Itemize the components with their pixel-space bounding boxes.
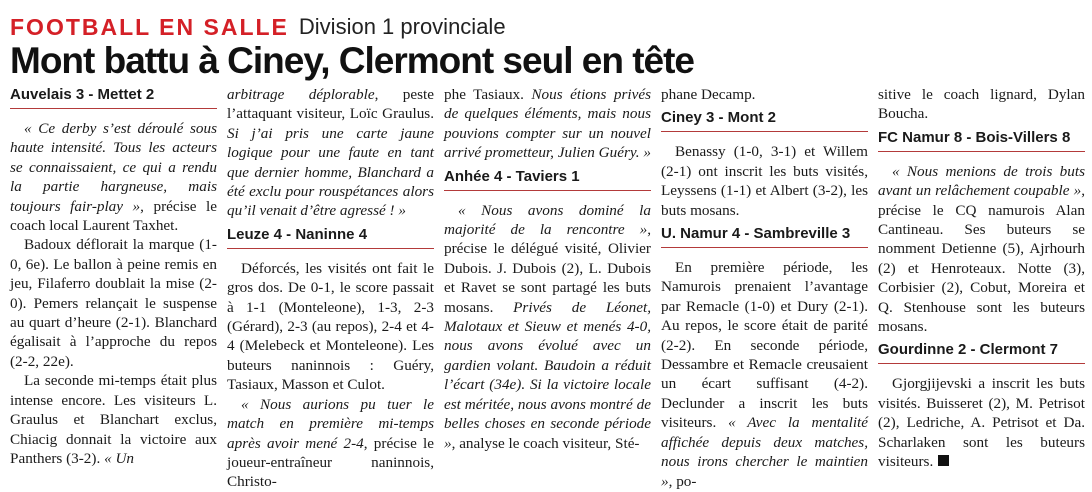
body-text: , analyse le coach visiteur, Sté- xyxy=(451,434,640,452)
quote-text: Privés de Léonet, Malotaux et Sieuw et menés 4-0, nous avons évolué avec un gardien volant. Baudoin a réduit l’écart (34e). Si la victoire locale est méritée, nous avons montré de belles choses en seconde période » xyxy=(444,298,651,452)
article-paragraph xyxy=(661,85,868,104)
body-text: phe Tasiaux. xyxy=(444,86,532,103)
quote-text: « Nous aurions pu tuer le match en première mi-temps après avoir mené 2-4 xyxy=(227,395,434,452)
column-3 xyxy=(444,85,651,477)
article-paragraph xyxy=(227,85,434,221)
body-text: , précise le CQ namurois Alan Cantineau. Ses buteurs se nomment Detienne (5), Ajrhourh (2) et Henroteaux. Notte (3), Corbisier (2), Cobut, Moreira et Q. Stenhouse sont les buteurs mosans. xyxy=(878,182,1085,336)
body-text: Benassy (1-0, 3-1) et Willem (2-1) ont inscrit les buts visités, Leyssens (1-1) et Albert (3-2), les buts mosans. xyxy=(661,143,868,219)
quote-text: « Avec la mentalité affichée depuis deux matches, nous irons chercher le maintien » xyxy=(661,414,869,490)
body-text: , po- xyxy=(668,472,697,490)
body-text: , peste l’attaquant visiteur, Loïc Graulus. xyxy=(227,86,434,123)
body-text: Gjorgjijevski a inscrit les buts visités. Buisseret (2), M. Petrisot (2), Ledriche, A. Petrisot et Da. Scharlaken sont les buteurs visiteurs. xyxy=(878,375,1085,471)
quote-text: Nous étions privés de quelques éléments, mais nous pouvions compter sur un nouvel arrivé prometteur, Julien Guéry. » xyxy=(444,86,651,162)
article-headline: Mont battu à Ciney, Clermont seul en tête xyxy=(10,40,695,81)
section-header xyxy=(10,10,506,40)
article-paragraph xyxy=(661,142,868,220)
match-heading: Anhée 4 - Taviers 1 xyxy=(444,167,651,191)
quote-text: « Nous menions de trois buts avant un relâchement coupable » xyxy=(878,162,1085,200)
division-label: Division 1 provinciale xyxy=(298,14,506,39)
body-text: , précise le délégué visité, Olivier Dubois. J. Dubois (2), L. Dubois et Ravet se sont partagé les buts mosans. xyxy=(444,221,651,316)
body-text: Badoux déflorait la marque (1-0, 6e). Le ballon à peine remis en jeu, Filaferro doublait la mise (2-0). Pemers relançait le suspense au quart d’heure (2-1). Blanchard égalisait à l’approche du repos (2-2, 22e). xyxy=(10,236,217,370)
article-paragraph xyxy=(878,374,1085,471)
match-heading: Ciney 3 - Mont 2 xyxy=(661,108,868,132)
article-paragraph xyxy=(878,162,1085,337)
column-2 xyxy=(227,85,434,491)
article-paragraph xyxy=(10,235,217,371)
article-paragraph xyxy=(227,259,434,395)
body-text: , précise le joueur-entraîneur naninnois, Christo- xyxy=(227,434,434,491)
match-heading: Auvelais 3 - Mettet 2 xyxy=(10,85,217,109)
quote-text: arbitrage déplorable xyxy=(227,86,375,103)
quote-text: Si j’ai pris une carte jaune logique pour une faute en tant que dernier homme, Blanchard a été exclu pour rouspétances alors qu’il venait d’être agressé ! » xyxy=(227,124,434,220)
article-paragraph xyxy=(444,201,651,453)
article-paragraph xyxy=(661,258,868,491)
body-text: La seconde mi-temps était plus intense encore. Les visiteurs L. Graulus et Blanchart exclus, Chiacig donnait la victoire aux Panthers (3-2). xyxy=(10,372,217,467)
body-text: sitive le coach lignard, Dylan Boucha. xyxy=(878,86,1085,123)
article-paragraph xyxy=(227,395,434,492)
section-kicker: FOOTBALL EN SALLE xyxy=(10,14,289,40)
match-heading: FC Namur 8 - Bois-Villers 8 xyxy=(878,128,1085,152)
match-heading: Leuze 4 - Naninne 4 xyxy=(227,225,434,249)
quote-text: « Un xyxy=(104,449,135,467)
match-heading: U. Namur 4 - Sambreville 3 xyxy=(661,224,868,248)
match-heading: Gourdinne 2 - Clermont 7 xyxy=(878,340,1085,364)
column-5 xyxy=(878,85,1085,477)
body-text: Déforcés, les visités ont fait le gros dos. De 0-1, le score passait à 1-1 (Monteleone), 1-3, 2-3 (Gérard), 2-3 (au repos), 2-4 et 4-4 (Melebeck et Monteleone). Les buteurs naninnois : Guéry, Tasiaux, Masson et Culot. xyxy=(227,259,434,394)
quote-text: « Ce derby s’est déroulé sous haute intensité. Tous les acteurs se connaissaient, ce qui a rendu la partie hargneuse, mais toujours fair-play » xyxy=(10,120,217,215)
article-paragraph xyxy=(878,85,1085,124)
quote-text: « Nous avons dominé la majorité de la rencontre » xyxy=(444,201,651,239)
article-paragraph xyxy=(10,119,217,235)
article-paragraph xyxy=(444,85,651,163)
body-text: , précise le coach local Laurent Taxhet. xyxy=(10,197,217,235)
column-1 xyxy=(10,85,217,477)
article-paragraph xyxy=(10,371,217,468)
column-4 xyxy=(661,85,869,490)
body-text: phane Decamp. xyxy=(661,86,756,103)
article-columns xyxy=(10,85,1086,491)
body-text: En première période, les Namurois prenaient l’avantage par Remacle (1-0) et Dury (2-1). Au repos, le score était de parité (2-2). En seconde période, Dessambre et Remacle creusaient un écart suffisant (4-2). Declunder a inscrit les buts visiteurs. xyxy=(661,259,868,432)
end-of-article-mark xyxy=(938,455,949,466)
